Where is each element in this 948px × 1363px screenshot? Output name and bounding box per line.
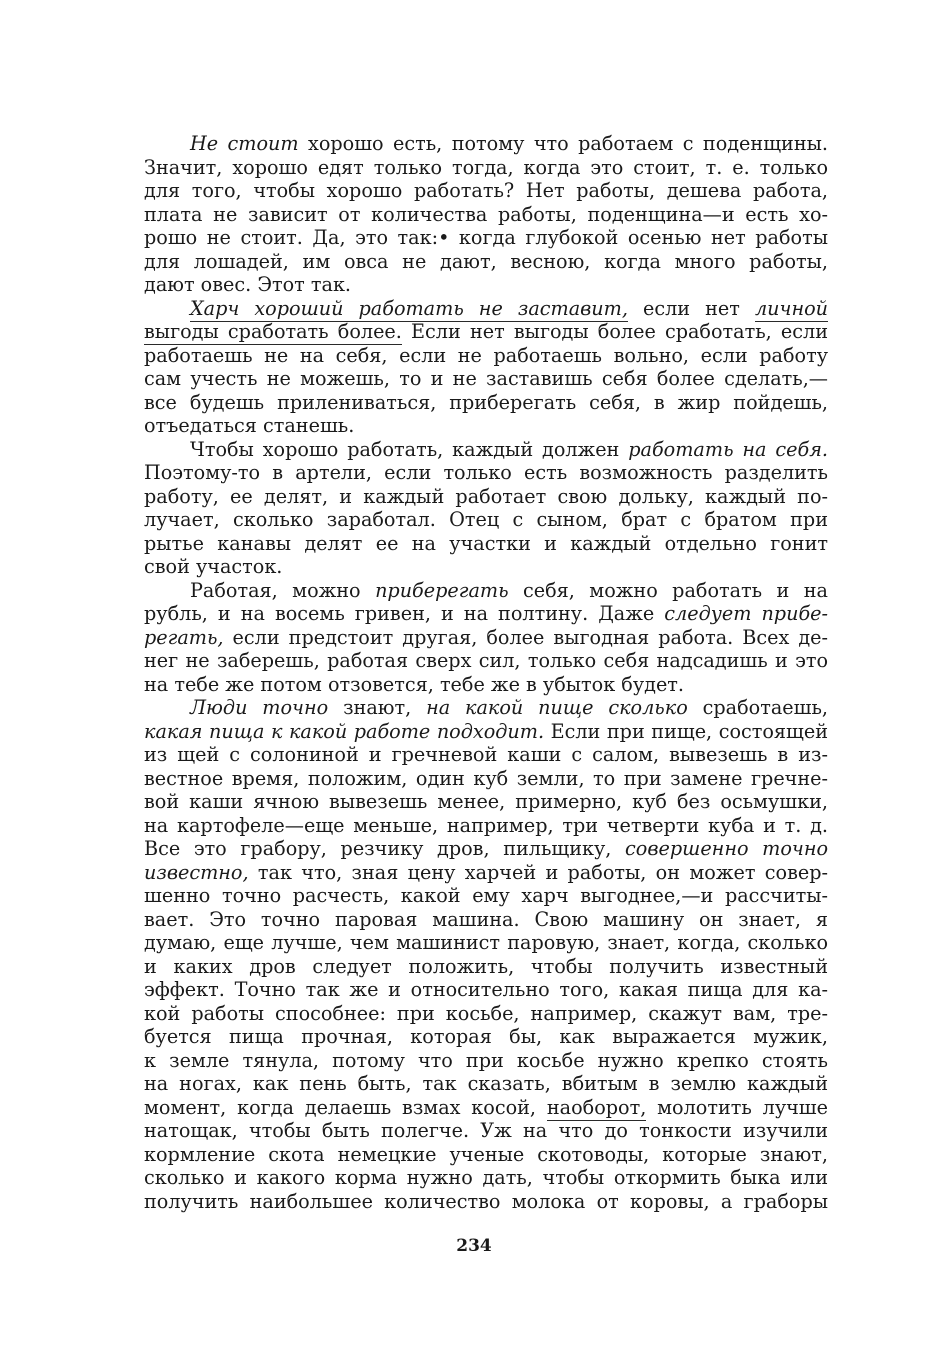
body-text	[144, 132, 828, 1213]
text-run: отъедаться станешь.	[144, 414, 355, 437]
text-run: Значит, хорошо едят только тогда, когда это стоит, т. е. только	[144, 155, 828, 179]
underlined-text: наоборот,	[546, 1095, 647, 1119]
text-run: работу, ее делят, и каждый работает свою дольку, каждый по-	[144, 484, 828, 508]
text-run: вает. Это точно паровая машина. Свою машину он знает, я	[144, 907, 828, 931]
text-run: для того, чтобы хорошо работать? Нет работы, дешева работа,	[144, 179, 828, 202]
text-line	[144, 203, 828, 227]
text-line	[144, 884, 828, 908]
text-run: Если при пище, состоящей	[544, 719, 828, 743]
text-run: знают,	[328, 696, 427, 719]
text-line	[144, 790, 828, 814]
text-line	[144, 485, 828, 509]
emphasis-text: на какой пище сколько	[426, 696, 688, 719]
text-run: хорошо есть, потому что работаем с поденщины.	[298, 132, 828, 155]
text-line	[144, 1190, 828, 1214]
text-line	[144, 1143, 828, 1167]
text-run: если предстоит другая, более выгодная работа. Всех де-	[223, 625, 828, 649]
text-line	[144, 1166, 828, 1190]
page-number: 234	[456, 1236, 492, 1256]
text-line	[144, 602, 828, 626]
text-run: работаешь не на себя, если не работаешь вольно, если работу	[144, 343, 828, 367]
text-run: Если нет выгоды более сработать, если	[401, 320, 828, 343]
text-line	[144, 250, 828, 274]
emphasis-text: следует прибе-	[664, 602, 828, 625]
text-line	[144, 508, 828, 532]
emphasis-text: какая пища к какой работе подходит.	[144, 719, 545, 743]
text-run: сколько и какого корма нужно дать, чтобы откормить быка или	[144, 1166, 828, 1189]
text-line	[144, 931, 828, 955]
text-line	[144, 226, 828, 250]
text-run: рошо не стоит. Да, это так:• когда глубокой осенью нет работы	[144, 226, 828, 249]
text-line	[144, 1049, 828, 1073]
text-run: дают овес. Этот так.	[144, 273, 352, 296]
text-line	[144, 626, 828, 650]
text-line	[144, 461, 828, 485]
text-line	[144, 367, 828, 391]
text-run: на ногах, как пень быть, так сказать, вбитым в землю каждый	[144, 1072, 828, 1095]
text-run: из щей с солониной и гречневой каши с салом, вывезешь в из-	[144, 743, 828, 766]
text-line	[144, 1025, 828, 1049]
text-line	[144, 673, 828, 697]
text-run: получить наибольшее количество молока от коровы, а граборы	[144, 1189, 828, 1213]
text-run: лучает, сколько заработал. Отец с сыном, брат с братом при	[144, 508, 828, 531]
text-line	[144, 1002, 828, 1026]
text-run: нег не заберешь, работая сверх сил, только себя надсадишь и это	[144, 649, 828, 672]
text-run: если нет	[627, 296, 755, 320]
text-line	[144, 414, 828, 438]
text-run: кой работы способнее: при косьбе, например, скажут вам, тре-	[144, 1001, 828, 1025]
paragraph-first-line	[144, 579, 828, 603]
text-run: эффект. Точно так же и относительно того, какая пища для ка-	[144, 978, 828, 1001]
text-line	[144, 273, 828, 297]
text-line	[144, 955, 828, 979]
text-run: рубль, и на восемь гривен, и на полтину. Даже	[144, 602, 665, 625]
text-run: для лошадей, им овса не дают, весною, когда много работы,	[144, 249, 828, 273]
text-run: Поэтому-то в артели, если только есть возможность разделить	[144, 461, 828, 484]
text-line	[144, 532, 828, 556]
underlined-text: выгоды сработать более.	[144, 320, 402, 343]
text-line	[144, 179, 828, 203]
text-run: момент, когда делаешь взмах косой,	[144, 1095, 547, 1119]
text-line	[144, 156, 828, 180]
text-run: кормление скота немецкие ученые скотоводы, которые знают,	[144, 1142, 828, 1166]
text-run: сработаешь,	[687, 696, 828, 719]
text-line	[144, 720, 828, 744]
text-line	[144, 391, 828, 415]
emphasis-text: совершенно точно	[625, 837, 829, 860]
text-run: себя, можно работать и на	[508, 578, 828, 602]
paragraph-first-line	[144, 297, 828, 321]
text-line	[144, 320, 828, 344]
text-line	[144, 1119, 828, 1143]
paragraph-first-line	[144, 438, 828, 462]
text-run: так что, зная цену харчей и работы, он может совер-	[248, 860, 828, 884]
text-run: Все это грабору, резчику дров, пильщику,	[144, 837, 626, 860]
underlined-text: Харч хороший работать не заставит,	[190, 296, 628, 320]
text-line	[144, 861, 828, 885]
text-run: натощак, чтобы быть полегче. Уж на что до тонкости изучили	[144, 1119, 828, 1142]
text-line	[144, 814, 828, 838]
text-run: рытье канавы делят ее на участки и каждый отдельно гонит	[144, 531, 828, 555]
text-line	[144, 837, 828, 861]
paragraph-first-line	[144, 696, 828, 720]
text-run: плата не зависит от количества работы, поденщина—и есть хо-	[144, 202, 828, 226]
text-run: свой участок.	[144, 555, 283, 578]
text-run: молотить лучше	[646, 1095, 828, 1119]
text-run: шенно точно расчесть, какой ему харч выгоднее,—и рассчиты-	[144, 884, 828, 907]
emphasis-text: работать на себя.	[628, 437, 828, 461]
text-run: на картофеле—еще меньше, например, три четверти куба и т. д.	[144, 813, 828, 837]
text-line	[144, 908, 828, 932]
text-run: вестное время, положим, один куб земли, то при замене гречне-	[144, 766, 828, 790]
text-line	[144, 1096, 828, 1120]
emphasis-text: регать,	[144, 625, 224, 649]
text-line	[144, 344, 828, 368]
text-line	[144, 767, 828, 791]
text-run: к земле тянула, потому что при косьбе нужно крепко стоять	[144, 1048, 828, 1072]
text-run: вой каши ячною вывезешь менее, примерно, куб без осьмушки,	[144, 790, 828, 813]
text-line	[144, 1072, 828, 1096]
text-run: Чтобы хорошо работать, каждый должен	[190, 437, 629, 461]
emphasis-text: Люди точно	[190, 696, 329, 719]
text-run: думаю, еще лучше, чем машинист паровую, знает, когда, сколько	[144, 931, 828, 954]
text-line	[144, 555, 828, 579]
underlined-text: личной	[754, 296, 829, 320]
emphasis-text: приберегать	[375, 578, 509, 602]
emphasis-text: Не стоит	[190, 132, 299, 155]
text-line	[144, 978, 828, 1002]
text-run: на тебе же потом отзовется, тебе же в убыток будет.	[144, 672, 685, 696]
emphasis-text: известно,	[144, 860, 249, 884]
text-run: и каких дров следует положить, чтобы получить известный	[144, 954, 828, 978]
text-line	[144, 743, 828, 767]
text-line	[144, 649, 828, 673]
paragraph-first-line	[144, 132, 828, 156]
text-run: все будешь прилениваться, приберегать себя, в жир пойдешь,	[144, 390, 828, 414]
text-run: Работая, можно	[190, 578, 376, 602]
text-run: буется пища прочная, которая бы, как выражается мужик,	[144, 1025, 828, 1048]
text-run: сам учесть не можешь, то и не заставишь себя более сделать,—	[144, 367, 828, 390]
